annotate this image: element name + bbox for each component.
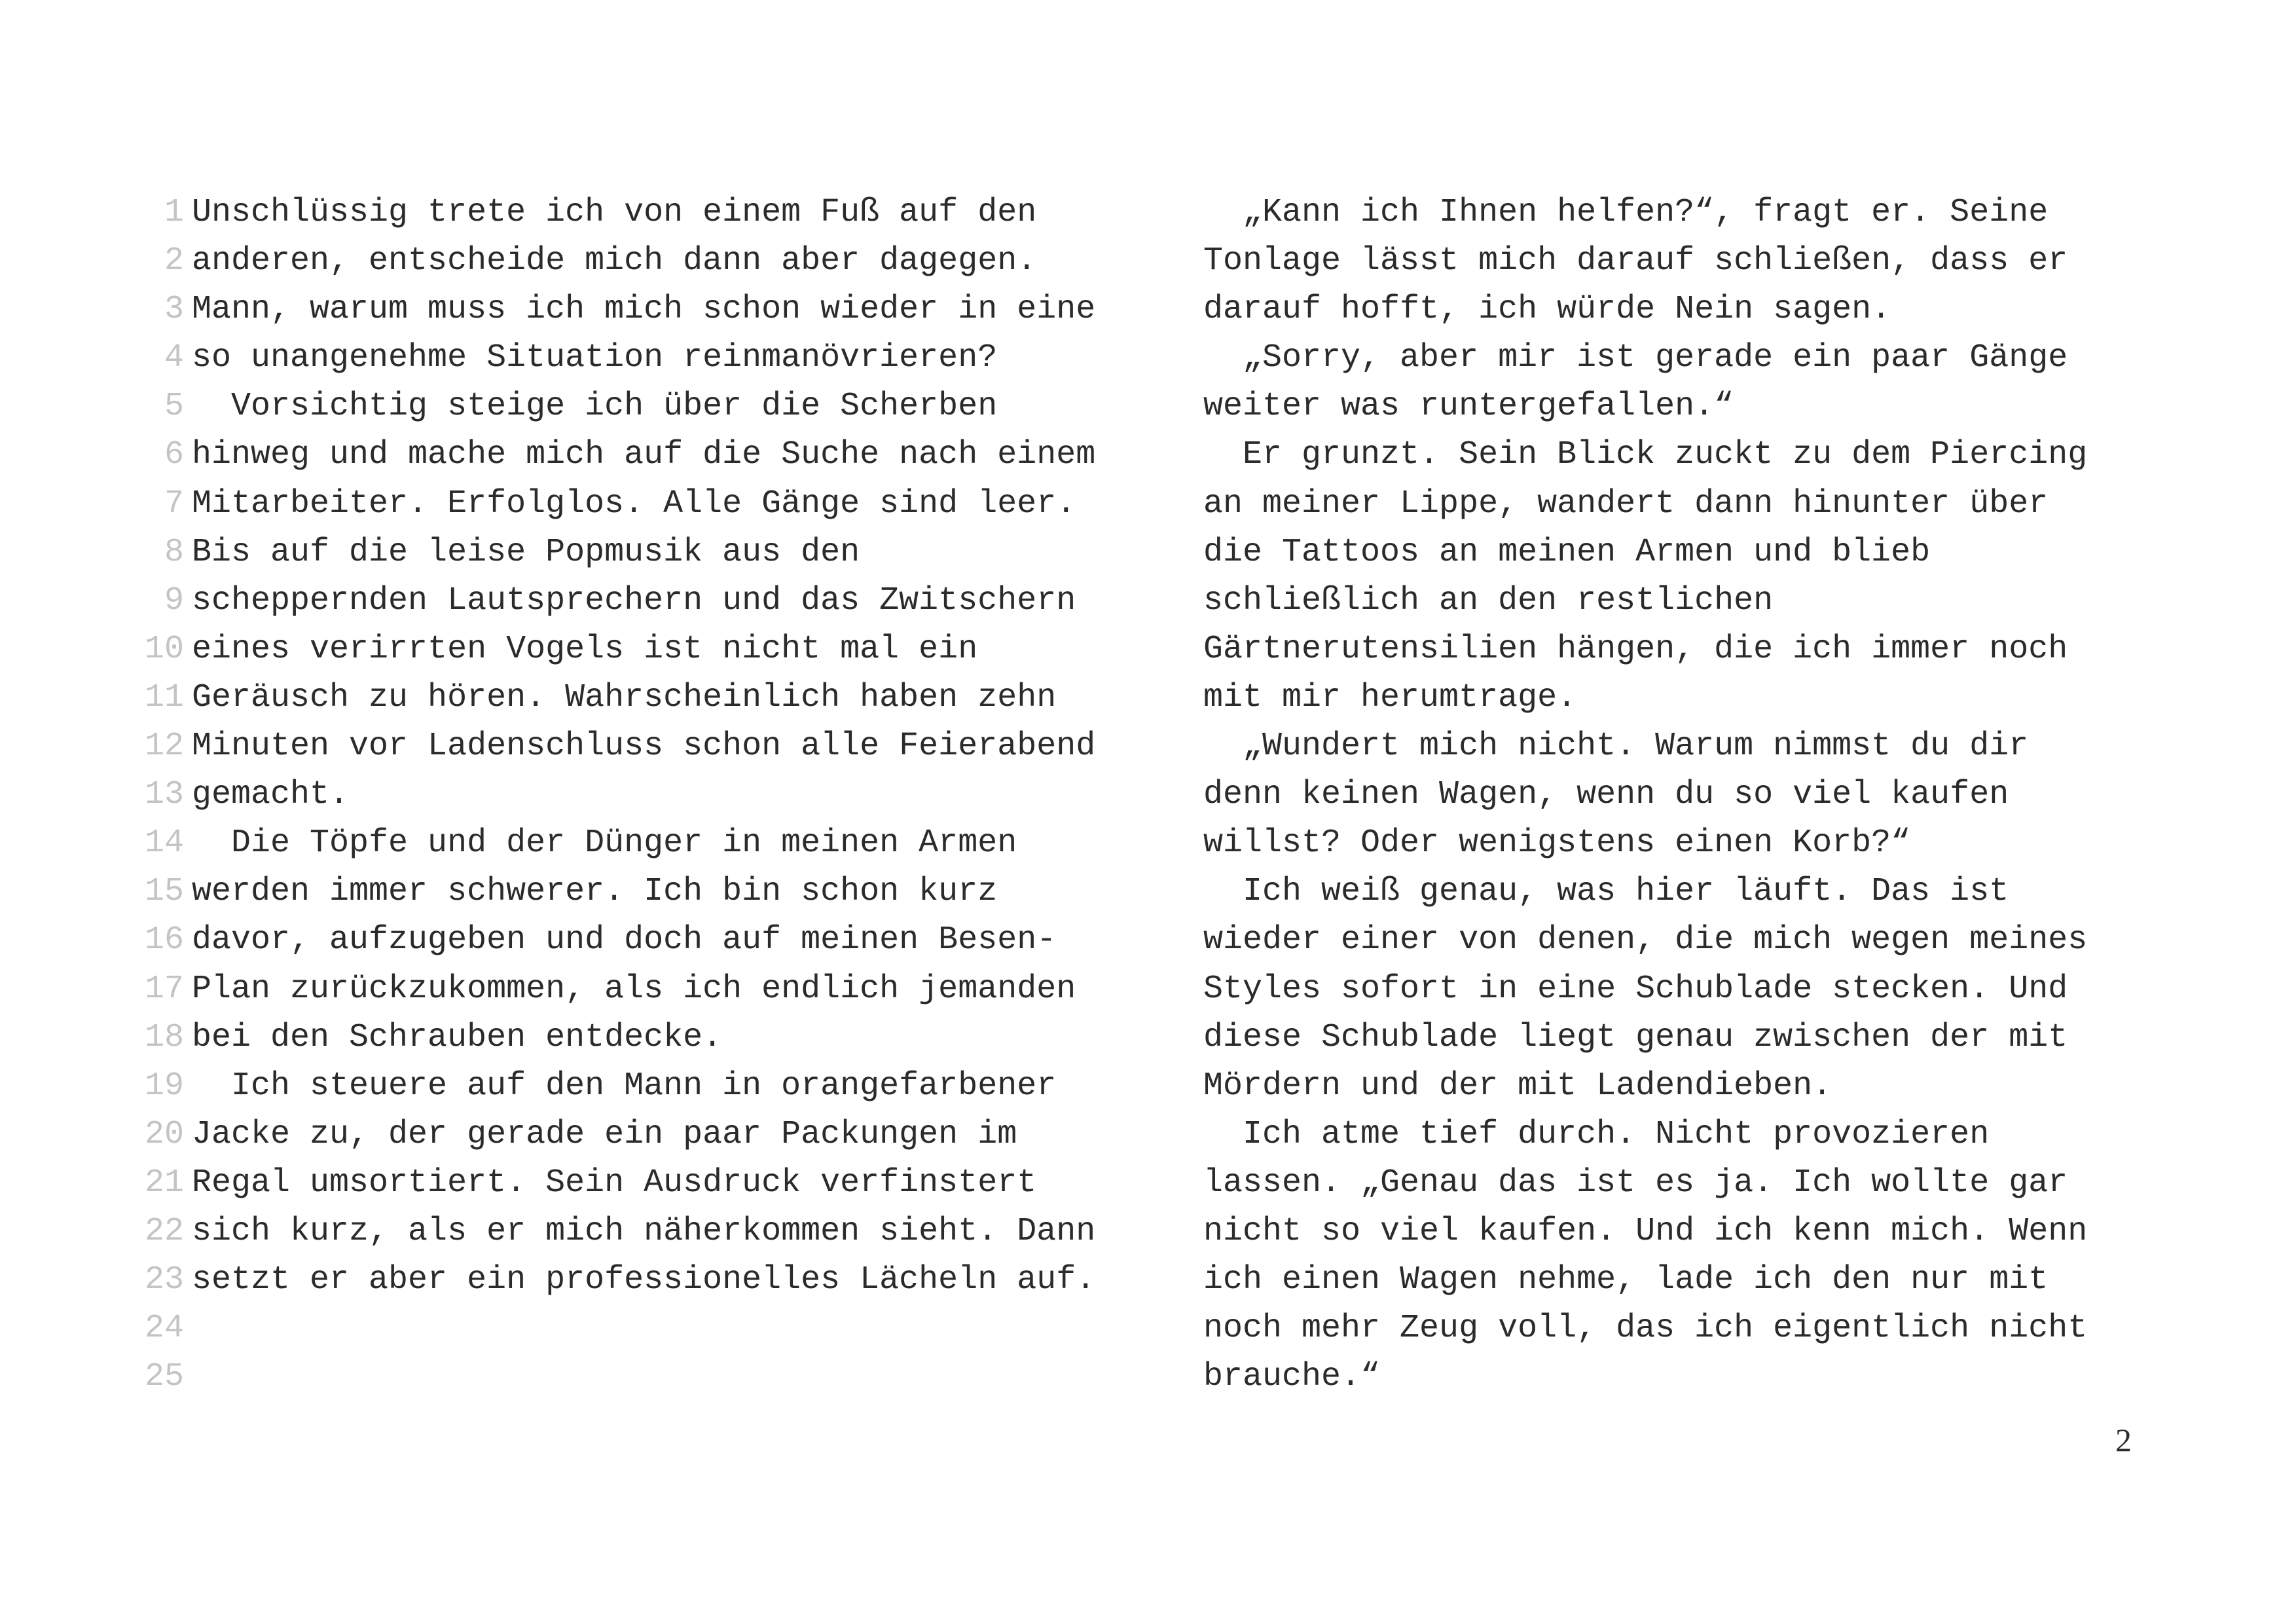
text-line — [1203, 771, 2146, 819]
text-line — [1203, 189, 2146, 237]
line-text: Ich weiß genau, was hier läuft. Das ist — [1203, 873, 2009, 911]
line-text: Regal umsortiert. Sein Ausdruck verfinstert — [192, 1164, 1037, 1202]
line-text: hinweg und mache mich auf die Suche nach einem — [192, 436, 1096, 474]
line-number: 1 — [164, 194, 184, 231]
line-text: gemacht. — [192, 776, 350, 814]
line-text: an meiner Lippe, wandert dann hinunter über — [1203, 485, 2049, 523]
line-text: nicht so viel kaufen. Und ich kenn mich. Wenn — [1203, 1212, 2088, 1250]
text-line — [141, 577, 1162, 625]
line-text: werden immer schwerer. Ich bin schon kurz — [192, 873, 998, 911]
line-number: 6 — [164, 436, 184, 474]
line-text: Jacke zu, der gerade ein paar Packungen im — [192, 1115, 1017, 1153]
line-text: davor, aufzugeben und doch auf meinen Besen- — [192, 921, 1057, 959]
line-number: 25 — [144, 1358, 184, 1396]
line-text: so unangenehme Situation reinmanövrieren? — [192, 339, 998, 377]
text-line — [1203, 577, 2146, 625]
line-number: 7 — [164, 485, 184, 523]
line-text: Minuten vor Ladenschluss schon alle Feierabend — [192, 728, 1096, 766]
line-text: willst? Oder wenigstens einen Korb?“ — [1203, 824, 1911, 862]
line-text: Geräusch zu hören. Wahrscheinlich haben zehn — [192, 678, 1057, 716]
line-number: 3 — [164, 291, 184, 329]
text-line — [141, 1111, 1162, 1159]
text-line — [141, 431, 1162, 479]
text-line — [1203, 1208, 2146, 1256]
text-line — [1203, 1062, 2146, 1111]
line-text: diese Schublade liegt genau zwischen der mit — [1203, 1018, 2068, 1056]
line-text: Ich atme tief durch. Nicht provozieren — [1203, 1115, 1990, 1153]
text-line — [1203, 965, 2146, 1014]
line-text: scheppernden Lautsprechern und das Zwitschern — [192, 581, 1076, 619]
text-line — [141, 674, 1162, 722]
line-text: „Sorry, aber mir ist gerade ein paar Gänge — [1203, 339, 2068, 377]
line-text: Mördern und der mit Ladendieben. — [1203, 1067, 1832, 1105]
text-line — [141, 1062, 1162, 1111]
text-line — [141, 1256, 1162, 1304]
line-number: 17 — [144, 970, 184, 1008]
left-text-column — [141, 189, 1162, 1401]
text-line — [1203, 334, 2146, 382]
line-number: 21 — [144, 1164, 184, 1202]
text-line — [1203, 431, 2146, 479]
text-line — [141, 528, 1162, 577]
text-line — [141, 868, 1162, 916]
line-number: 16 — [144, 921, 184, 959]
text-line — [1203, 625, 2146, 674]
line-text: Er grunzt. Sein Blick zuckt zu dem Piercing — [1203, 436, 2088, 474]
text-line — [1203, 382, 2146, 431]
line-number: 9 — [164, 581, 184, 619]
line-text: wieder einer von denen, die mich wegen meines — [1203, 921, 2088, 959]
line-number: 10 — [144, 630, 184, 668]
line-number: 24 — [144, 1310, 184, 1348]
line-text: Styles sofort in eine Schublade stecken. Und — [1203, 970, 2068, 1008]
line-text: weiter was runtergefallen.“ — [1203, 388, 1734, 426]
line-number: 14 — [144, 824, 184, 862]
line-number: 5 — [164, 388, 184, 426]
line-text: Plan zurückzukommen, als ich endlich jemanden — [192, 970, 1076, 1008]
text-line — [1203, 237, 2146, 286]
line-text: denn keinen Wagen, wenn du so viel kaufen — [1203, 776, 2009, 814]
text-line — [141, 1353, 1162, 1401]
line-text: noch mehr Zeug voll, das ich eigentlich nicht — [1203, 1310, 2088, 1348]
line-text: sich kurz, als er mich näherkommen sieht. Dann — [192, 1212, 1096, 1250]
line-text: „Kann ich Ihnen helfen?“, fragt er. Seine — [1203, 194, 2049, 231]
text-line — [1203, 868, 2146, 916]
line-text: ich einen Wagen nehme, lade ich den nur mit — [1203, 1261, 2049, 1299]
text-line — [1203, 819, 2146, 868]
line-number: 2 — [164, 242, 184, 280]
line-text: schließlich an den restlichen — [1203, 581, 1774, 619]
line-text: bei den Schrauben entdecke. — [192, 1018, 723, 1056]
line-number: 12 — [144, 728, 184, 766]
text-line — [141, 722, 1162, 771]
text-line — [1203, 1353, 2146, 1401]
text-line — [1203, 286, 2146, 334]
line-number: 15 — [144, 873, 184, 911]
line-text: eines verirrten Vogels ist nicht mal ein — [192, 630, 978, 668]
line-number: 11 — [144, 678, 184, 716]
text-line — [141, 480, 1162, 528]
line-text: lassen. „Genau das ist es ja. Ich wollte gar — [1203, 1164, 2068, 1202]
line-text: darauf hofft, ich würde Nein sagen. — [1203, 291, 1891, 329]
line-text: Ich steuere auf den Mann in orangefarbener — [192, 1067, 1057, 1105]
line-text: „Wundert mich nicht. Warum nimmst du dir — [1203, 728, 2029, 766]
line-number: 23 — [144, 1261, 184, 1299]
text-line — [1203, 722, 2146, 771]
line-text: anderen, entscheide mich dann aber dagegen. — [192, 242, 1037, 280]
line-text: Die Töpfe und der Dünger in meinen Armen — [192, 824, 1017, 862]
text-line — [1203, 1304, 2146, 1353]
text-line — [1203, 916, 2146, 965]
line-text: Gärtnerutensilien hängen, die ich immer noch — [1203, 630, 2068, 668]
line-number: 22 — [144, 1212, 184, 1250]
text-line — [141, 334, 1162, 382]
text-line — [141, 819, 1162, 868]
text-line — [141, 625, 1162, 674]
text-line — [141, 771, 1162, 819]
text-line — [141, 189, 1162, 237]
text-line — [141, 382, 1162, 431]
line-number: 19 — [144, 1067, 184, 1105]
line-number: 13 — [144, 776, 184, 814]
line-text: Mitarbeiter. Erfolglos. Alle Gänge sind leer. — [192, 485, 1076, 523]
line-text: brauche.“ — [1203, 1358, 1381, 1396]
text-line — [141, 1159, 1162, 1208]
line-text: Unschlüssig trete ich von einem Fuß auf den — [192, 194, 1037, 231]
line-text: die Tattoos an meinen Armen und blieb — [1203, 533, 1931, 571]
text-line — [141, 1014, 1162, 1062]
text-line — [1203, 1111, 2146, 1159]
text-line — [1203, 480, 2146, 528]
line-text: setzt er aber ein professionelles Lächeln auf. — [192, 1261, 1096, 1299]
line-number: 8 — [164, 533, 184, 571]
text-line — [1203, 528, 2146, 577]
text-line — [1203, 1014, 2146, 1062]
text-line — [1203, 674, 2146, 722]
line-text: Tonlage lässt mich darauf schließen, dass er — [1203, 242, 2068, 280]
text-line — [141, 965, 1162, 1014]
text-line — [141, 1304, 1162, 1353]
line-text: Mann, warum muss ich mich schon wieder in eine — [192, 291, 1096, 329]
right-text-column — [1203, 189, 2146, 1401]
text-line — [141, 916, 1162, 965]
text-line — [141, 237, 1162, 286]
text-line — [1203, 1256, 2146, 1304]
line-number: 20 — [144, 1115, 184, 1153]
line-number: 4 — [164, 339, 184, 377]
text-line — [1203, 1159, 2146, 1208]
page-number: 2 — [2115, 1422, 2132, 1458]
line-text: mit mir herumtrage. — [1203, 678, 1577, 716]
line-text: Bis auf die leise Popmusik aus den — [192, 533, 860, 571]
text-line — [141, 1208, 1162, 1256]
line-number: 18 — [144, 1018, 184, 1056]
line-text: Vorsichtig steige ich über die Scherben — [192, 388, 998, 426]
text-line — [141, 286, 1162, 334]
